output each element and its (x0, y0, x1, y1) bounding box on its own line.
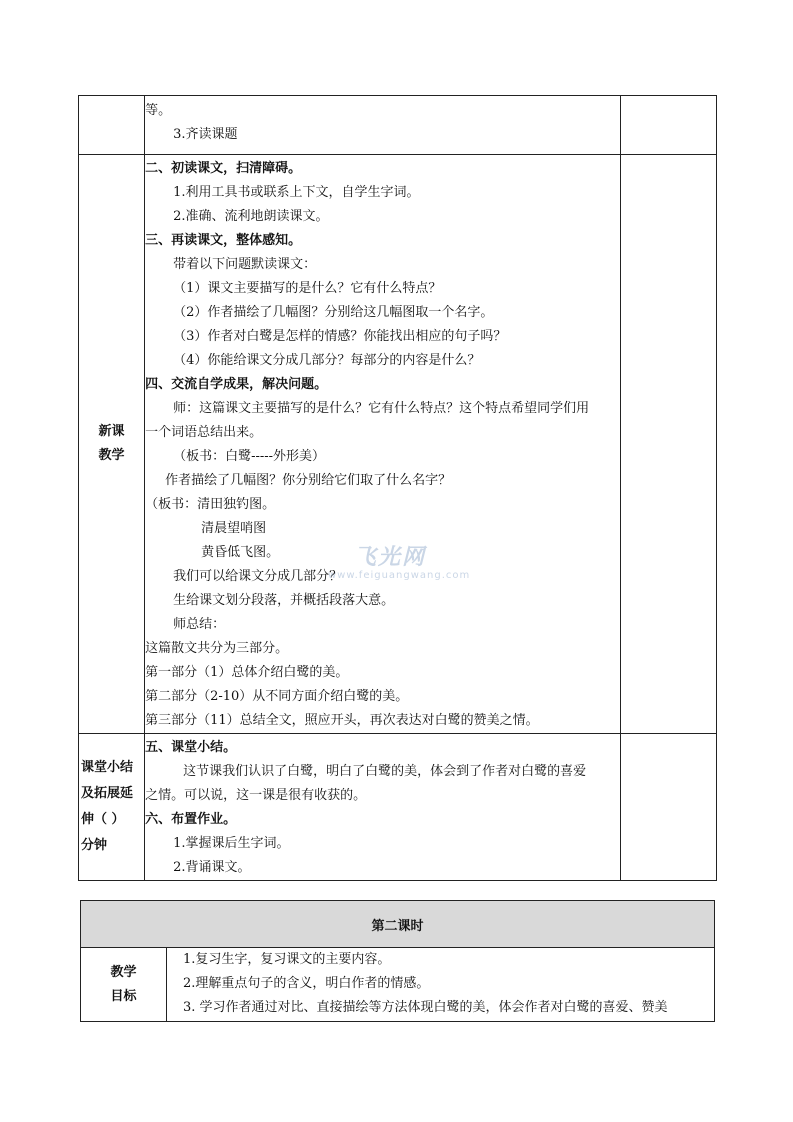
board-note-1: （板书：白鹭-----外形美） (173, 449, 326, 464)
part-1: 第一部分（1）总体介绍白鹭的美。 (145, 665, 349, 680)
pictures-question: 作者描绘了几幅图？你分别给它们取了什么名字？ (165, 473, 452, 488)
goals-label-line2: 目标 (110, 988, 137, 1004)
student-task: 生给课文划分段落，并概括段落大意。 (173, 593, 395, 608)
lesson2-header: 第二课时 (81, 901, 715, 948)
goal-2: 2.理解重点句子的含义，明白作者的情感。 (183, 976, 430, 991)
section-3-question-4: （4）你能给课文分成几部分？每部分的内容是什么？ (173, 353, 481, 368)
intro-row (79, 96, 717, 155)
summary-label-line2: 及拓展延 (81, 786, 134, 801)
new-lesson-content-cell (145, 155, 621, 734)
part-3: 第三部分（11）总结全文，照应开头，再次表达对白鹭的赞美之情。 (145, 713, 539, 728)
watermark-logo (318, 540, 471, 590)
intro-line-1: 等。 (145, 103, 172, 118)
board-note-2b: 清晨望哨图 (201, 521, 267, 536)
section-5-text-line1: 这节课我们认识了白鹭，明白了白鹭的美，体会到了作者对白鹭的喜爱 (183, 764, 587, 779)
summary-label-line4: 分钟 (81, 838, 108, 853)
watermark-url: www.feiguangwang.com (328, 570, 471, 581)
section-2-item-2: 2.准确、流利地朗读课文。 (173, 209, 329, 224)
section-2-title: 二、初读课文，扫清障碍。 (145, 161, 302, 176)
new-lesson-row (79, 155, 717, 734)
new-lesson-label-cell (79, 155, 145, 734)
intro-content-cell (145, 96, 621, 155)
lesson2-goals-row (81, 948, 715, 1022)
summary-row (79, 734, 717, 881)
board-note-2a: （板书：清田独钓图。 (145, 497, 276, 512)
parts-question: 我们可以给课文分成几部分？ (173, 569, 343, 584)
section-3-question-1: （1）课文主要描写的是什么？它有什么特点？ (173, 281, 442, 296)
goals-label-line1: 教学 (110, 964, 137, 980)
lesson-plan-table-2 (80, 900, 715, 1022)
homework-item-2: 2.背诵课文。 (173, 860, 251, 875)
new-lesson-right-cell (620, 155, 716, 734)
teacher-question-line-1: 师：这篇课文主要描写的是什么？它有什么特点？这个特点希望同学们用 (173, 401, 590, 416)
part-2: 第二部分（2-10）从不同方面介绍白鹭的美。 (145, 689, 409, 704)
section-6-title: 六、布置作业。 (145, 812, 237, 827)
goal-3: 3. 学习作者通过对比、直接描绘等方法体现白鹭的美，体会作者对白鹭的喜爱、赞美 (183, 1000, 668, 1015)
summary-right-cell (620, 734, 716, 881)
watermark-text: 飞光网 (354, 545, 427, 570)
section-3-question-3: （3）作者对白鹭是怎样的情感？你能找出相应的句子吗？ (173, 329, 507, 344)
section-3-title: 三、再读课文，整体感知。 (145, 233, 302, 248)
intro-left-cell (79, 96, 145, 155)
section-2-item-1: 1.利用工具书或联系上下文，自学生字词。 (173, 185, 420, 200)
goal-1: 1.复习生字，复习课文的主要内容。 (183, 952, 391, 967)
intro-line-2: 3.齐读课题 (173, 127, 238, 142)
section-5-title: 五、课堂小结。 (145, 740, 237, 755)
homework-item-1: 1.掌握课后生字词。 (173, 836, 290, 851)
teacher-question-line-2: 一个词语总结出来。 (145, 425, 263, 440)
section-4-title: 四、交流自学成果，解决问题。 (145, 377, 328, 392)
summary-label-line3: 伸（ ） (81, 812, 125, 827)
summary-label-cell (79, 734, 145, 881)
goals-content-cell (167, 948, 715, 1022)
goals-label-cell (81, 948, 167, 1022)
summary-label-line1: 课堂小结 (81, 760, 134, 775)
new-lesson-label-line1: 新课 (98, 424, 125, 439)
board-note-2c: 黄昏低飞图。 (201, 545, 280, 560)
intro-right-cell (620, 96, 716, 155)
structure-intro: 这篇散文共分为三部分。 (145, 641, 289, 656)
lesson2-header-row (81, 901, 715, 948)
summary-content-cell (145, 734, 621, 881)
new-lesson-label-line2: 教学 (98, 448, 125, 463)
section-3-intro: 带着以下问题默读课文： (173, 257, 317, 272)
teacher-summary: 师总结： (173, 617, 226, 632)
section-5-text-line2: 之情。可以说，这一课是很有收获的。 (145, 788, 367, 803)
section-3-question-2: （2）作者描绘了几幅图？分别给这几幅图取一个名字。 (173, 305, 494, 320)
lesson-plan-table-1 (78, 95, 717, 881)
